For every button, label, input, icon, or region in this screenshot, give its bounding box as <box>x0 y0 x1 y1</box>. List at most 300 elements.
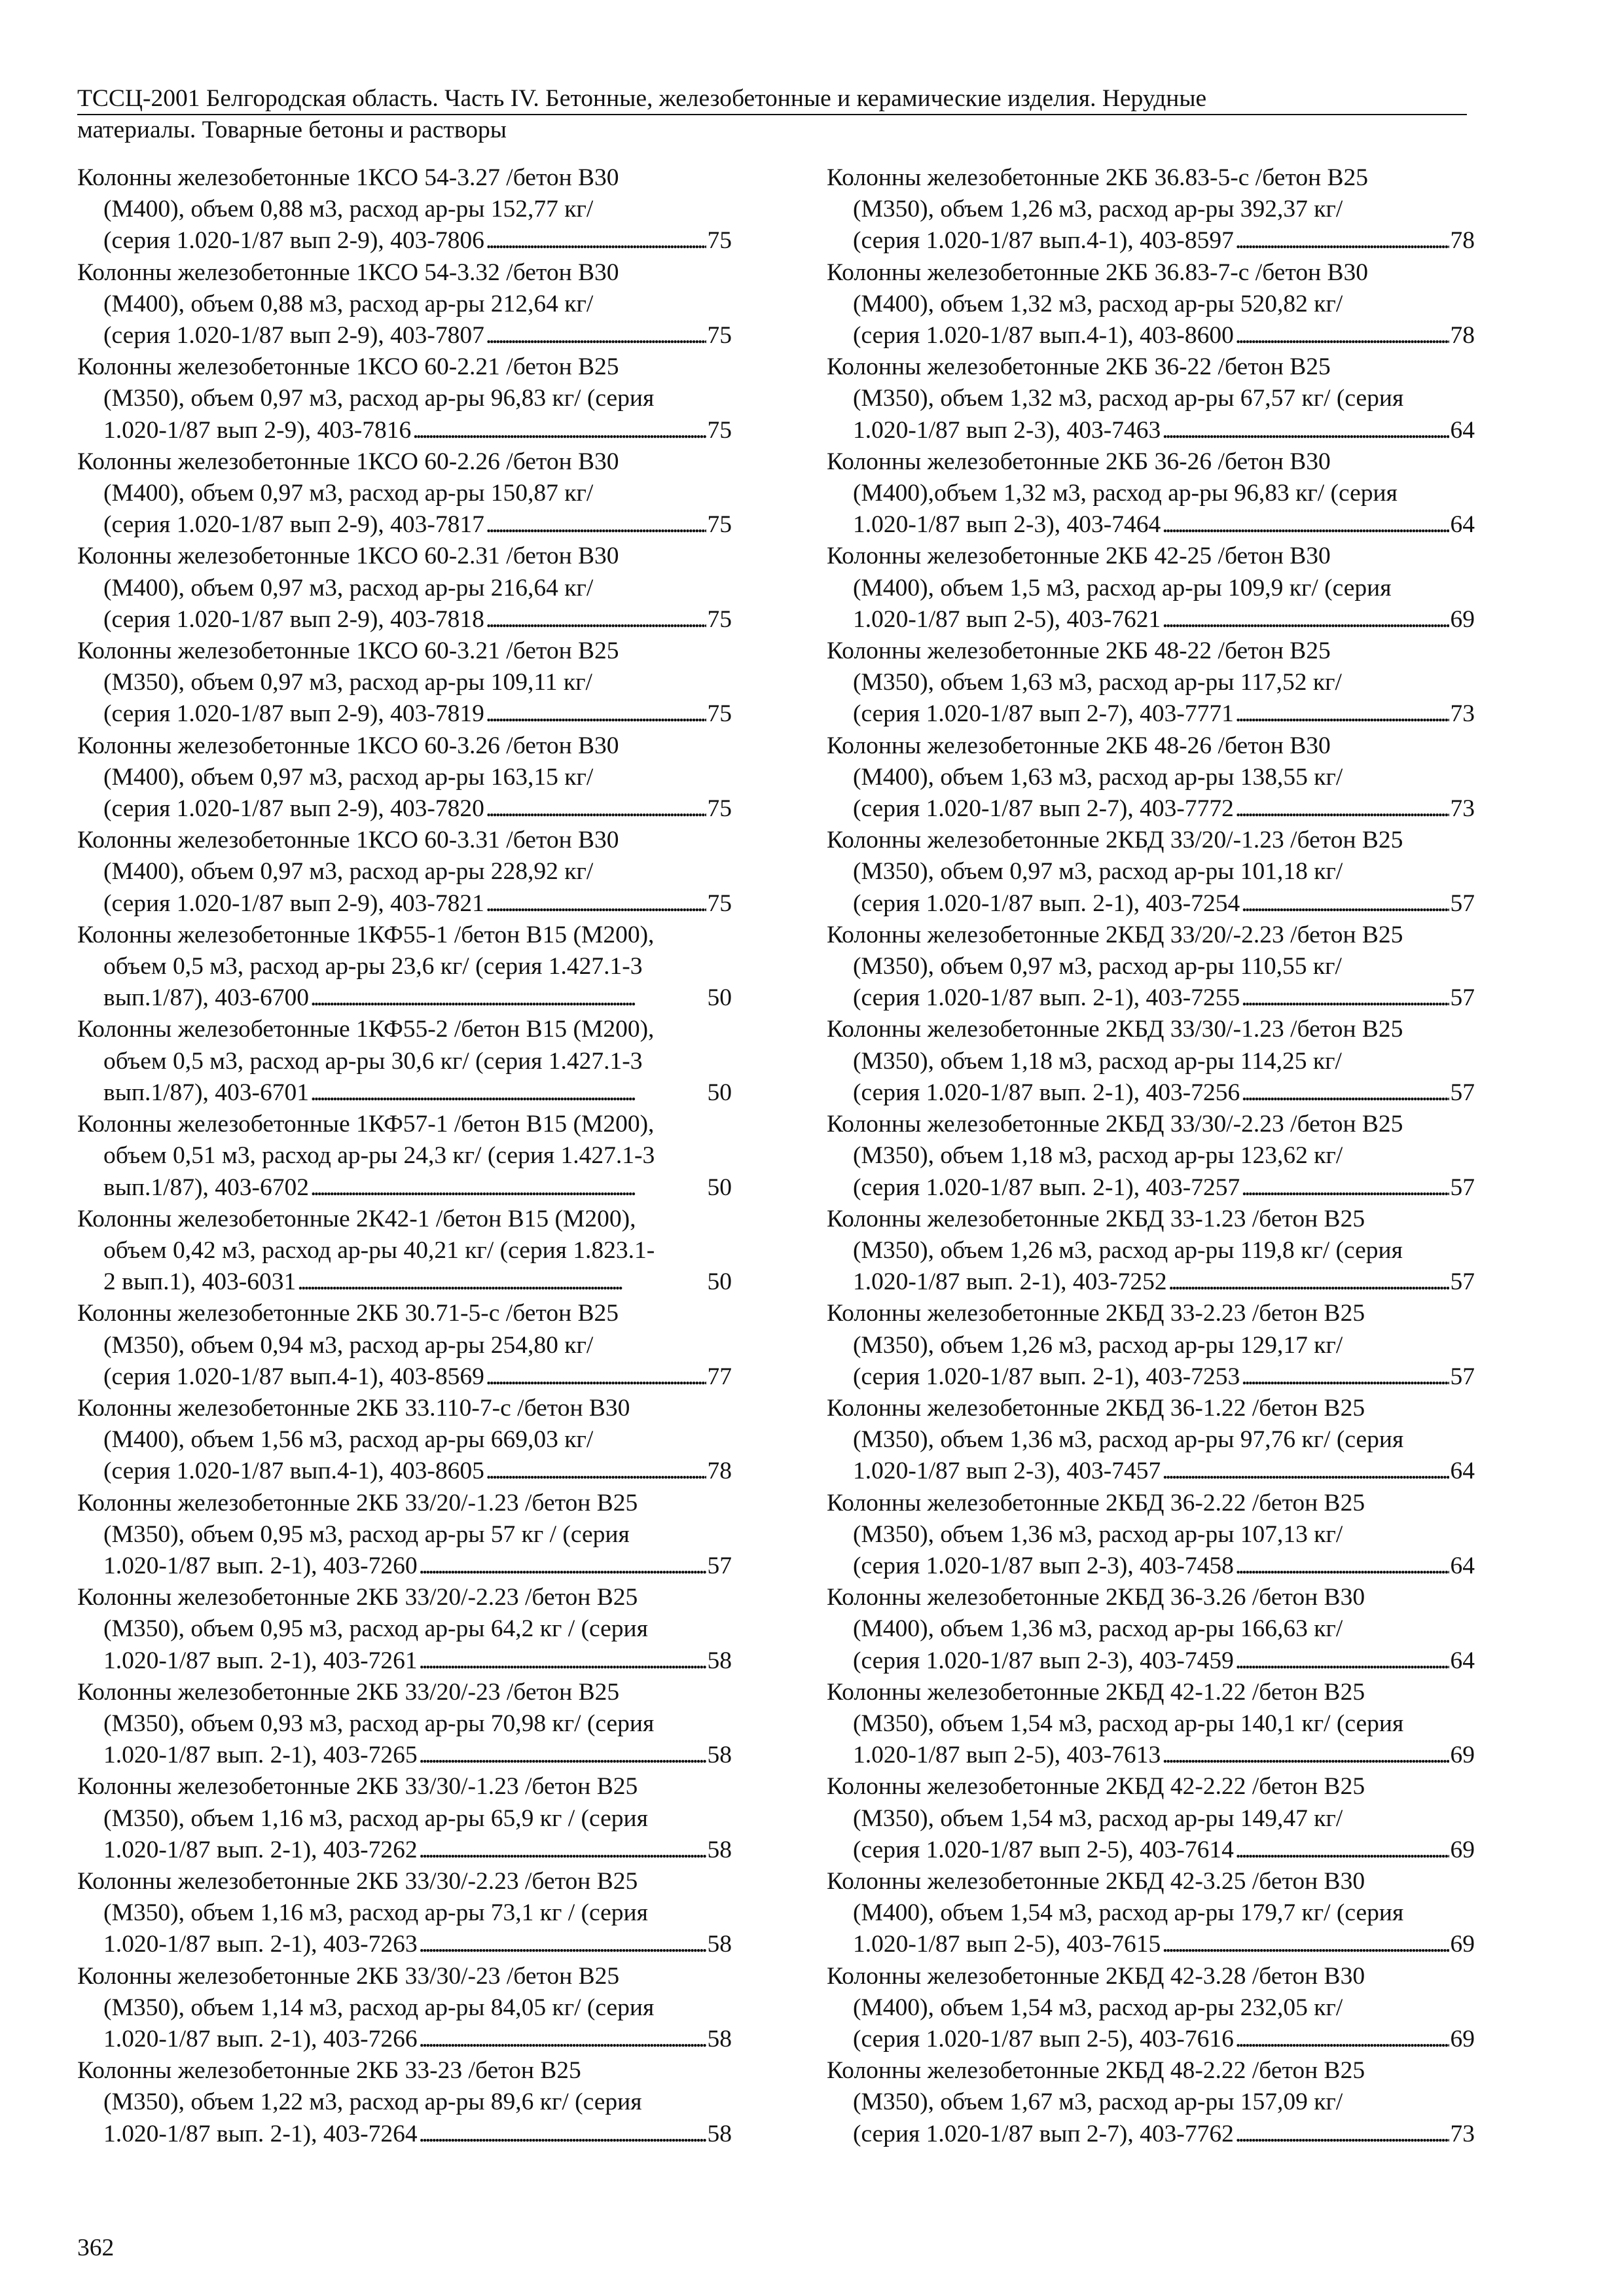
entry-detail-line: (М350), объем 1,26 м3, расход ар-ры 119,8 кг/ (серия <box>853 1236 1403 1264</box>
left-column <box>77 162 732 2150</box>
entry-title-line: Колонны железобетонные 2КБ 48-22 /бетон В25 <box>827 637 1331 665</box>
entry-page-number: 75 <box>707 700 732 728</box>
index-entry <box>827 1298 1475 1393</box>
dot-leader <box>310 1172 706 1204</box>
entry-reference-text: (серия 1.020-1/87 вып. 2-1), 403-7255 <box>853 984 1240 1012</box>
entry-page-number: 75 <box>707 889 732 917</box>
entry-reference-text: (серия 1.020-1/87 вып 2-3), 403-7459 <box>853 1647 1234 1674</box>
index-entry <box>77 541 732 636</box>
entry-page-number: 58 <box>707 1742 732 1769</box>
index-entry <box>827 351 1475 446</box>
dot-leader <box>1162 604 1449 636</box>
entry-title-line: Колонны железобетонные 2КБ 33/20/-23 /бетон В25 <box>77 1678 620 1706</box>
entry-reference-line <box>827 1172 1475 1204</box>
entry-detail-line: (М350), объем 1,22 м3, расход ар-ры 89,6 кг/ (серия <box>103 2089 642 2116</box>
entry-detail-line: (М350), объем 0,97 м3, расход ар-ры 110,55 кг/ <box>853 953 1342 980</box>
entry-detail-line: (М400), объем 1,5 м3, расход ар-ры 109,9 кг/ (серия <box>853 574 1392 601</box>
entry-page-number: 57 <box>1450 1174 1475 1201</box>
entry-title-line: Колонны железобетонные 2КБ 33/30/-2.23 /бетон В25 <box>77 1867 638 1895</box>
entry-reference-line <box>77 1266 732 1298</box>
index-entry <box>827 541 1475 636</box>
dot-leader <box>1162 1740 1449 1771</box>
entry-page-number: 57 <box>1450 1079 1475 1106</box>
entry-page-number: 58 <box>707 2025 732 2053</box>
entry-reference-line <box>827 1361 1475 1393</box>
entry-reference-text: (серия 1.020-1/87 вып 2-5), 403-7616 <box>853 2025 1234 2053</box>
entry-reference-line <box>77 1456 732 1487</box>
entry-reference-line <box>77 1645 732 1677</box>
entry-reference-text: (серия 1.020-1/87 вып 2-9), 403-7818 <box>103 605 484 633</box>
dot-leader <box>486 1361 706 1393</box>
entry-reference-text: (серия 1.020-1/87 вып. 2-1), 403-7253 <box>853 1363 1240 1390</box>
entry-reference-line <box>827 1077 1475 1109</box>
entry-page-number: 75 <box>707 227 732 255</box>
index-entry <box>827 1771 1475 1866</box>
entry-title-line: Колонны железобетонные 2К42-1 /бетон В15 (М200), <box>77 1205 636 1232</box>
index-entry <box>827 1961 1475 2056</box>
index-entry <box>827 1109 1475 1204</box>
index-entry <box>827 1866 1475 1961</box>
index-entry <box>827 1582 1475 1677</box>
entry-detail-line: (М350), объем 0,95 м3, расход ар-ры 64,2 кг / (серия <box>103 1615 648 1643</box>
entry-detail-line: (М400), объем 0,88 м3, расход ар-ры 212,64 кг/ <box>103 290 594 317</box>
index-entry <box>827 920 1475 1014</box>
entry-reference-line <box>827 1456 1475 1487</box>
entry-reference-line <box>827 1740 1475 1771</box>
index-entry <box>827 636 1475 730</box>
index-entry <box>77 351 732 446</box>
index-entry <box>827 1488 1475 1583</box>
entry-title-line: Колонны железобетонные 2КБД 36-1.22 /бетон В25 <box>827 1394 1365 1422</box>
index-entry <box>77 920 732 1014</box>
dot-leader <box>1241 888 1449 920</box>
entry-reference-text: (серия 1.020-1/87 вып 2-9), 403-7817 <box>103 511 484 539</box>
entry-detail-line: (М350), объем 1,54 м3, расход ар-ры 140,1 кг/ (серия <box>853 1710 1404 1737</box>
entry-page-number: 64 <box>1450 416 1475 444</box>
entry-reference-line <box>77 320 732 351</box>
entry-page-number: 58 <box>707 2120 732 2147</box>
entry-page-number: 58 <box>707 1647 732 1674</box>
entry-detail-line: (М350), объем 1,32 м3, расход ар-ры 67,57 кг/ (серия <box>853 385 1404 412</box>
entry-page-number: 78 <box>707 1458 732 1485</box>
entry-reference-line <box>827 225 1475 257</box>
entry-reference-text: (серия 1.020-1/87 вып. 2-1), 403-7254 <box>853 889 1240 917</box>
entry-title-line: Колонны железобетонные 2КБ 36.83-5-с /бетон В25 <box>827 164 1369 191</box>
header-title-line2: материалы. Товарные бетоны и растворы <box>77 117 507 143</box>
entry-page-number: 69 <box>1450 1836 1475 1863</box>
entry-reference-text: 1.020-1/87 вып 2-3), 403-7457 <box>853 1458 1161 1485</box>
entry-detail-line: (М350), объем 1,36 м3, расход ар-ры 97,76 кг/ (серия <box>853 1426 1404 1454</box>
entry-reference-line <box>827 1835 1475 1866</box>
dot-leader <box>297 1266 706 1298</box>
entry-page-number: 58 <box>707 1931 732 1958</box>
entry-detail-line: (М400), объем 0,88 м3, расход ар-ры 152,77 кг/ <box>103 196 594 223</box>
index-entry <box>77 1109 732 1204</box>
dot-leader <box>486 793 706 825</box>
dot-leader <box>419 1645 706 1677</box>
entry-title-line: Колонны железобетонные 2КБ 36-26 /бетон В30 <box>827 448 1331 475</box>
entry-page-number: 50 <box>707 1079 732 1106</box>
entry-reference-line <box>77 604 732 636</box>
entry-title-line: Колонны железобетонные 1КСО 60-3.21 /бетон В25 <box>77 637 619 665</box>
entry-reference-line <box>827 2119 1475 2150</box>
entry-reference-text: 1.020-1/87 вып. 2-1), 403-7262 <box>103 1836 418 1863</box>
index-entry <box>77 162 732 257</box>
entry-reference-line <box>827 320 1475 351</box>
dot-leader <box>1241 982 1449 1014</box>
entry-page-number: 64 <box>1450 1458 1475 1485</box>
page-number: 362 <box>77 2234 115 2261</box>
entry-reference-text: 1.020-1/87 вып. 2-1), 403-7265 <box>103 1742 418 1769</box>
entry-title-line: Колонны железобетонные 2КБ 33/30/-1.23 /бетон В25 <box>77 1773 638 1801</box>
entry-reference-text: (серия 1.020-1/87 вып 2-5), 403-7614 <box>853 1836 1234 1863</box>
entry-detail-line: (М400), объем 1,36 м3, расход ар-ры 166,63 кг/ <box>853 1615 1343 1643</box>
entry-reference-line <box>827 1929 1475 1960</box>
entry-reference-line <box>827 1645 1475 1677</box>
index-entry <box>827 446 1475 541</box>
entry-reference-line <box>77 1740 732 1771</box>
entry-title-line: Колонны железобетонные 2КБ 30.71-5-с /бетон В25 <box>77 1300 619 1327</box>
entry-page-number: 75 <box>707 416 732 444</box>
entry-title-line: Колонны железобетонные 1КФ55-2 /бетон В15 (М200), <box>77 1016 655 1043</box>
dot-leader <box>419 1740 706 1771</box>
index-entry <box>77 1298 732 1393</box>
entry-page-number: 78 <box>1450 227 1475 255</box>
dot-leader <box>486 225 706 257</box>
entry-reference-line <box>77 888 732 920</box>
dot-leader <box>310 982 706 1014</box>
entry-detail-line: объем 0,5 м3, расход ар-ры 23,6 кг/ (серия 1.427.1-3 <box>103 953 643 980</box>
entry-page-number: 69 <box>1450 2025 1475 2053</box>
entry-reference-line <box>827 888 1475 920</box>
entry-reference-text: (серия 1.020-1/87 вып 2-9), 403-7819 <box>103 700 484 728</box>
entry-reference-line <box>77 1835 732 1866</box>
index-entry <box>827 825 1475 920</box>
entry-detail-line: (М350), объем 1,36 м3, расход ар-ры 107,13 кг/ <box>853 1520 1343 1548</box>
entry-detail-line: (М400), объем 0,97 м3, расход ар-ры 216,64 кг/ <box>103 574 594 601</box>
dot-leader <box>310 1077 706 1109</box>
entry-detail-line: (М400), объем 1,63 м3, расход ар-ры 138,55 кг/ <box>853 763 1343 791</box>
entry-detail-line: (М400), объем 1,32 м3, расход ар-ры 520,82 кг/ <box>853 290 1343 317</box>
entry-reference-text: (серия 1.020-1/87 вып.4-1), 403-8597 <box>853 227 1234 255</box>
entry-page-number: 64 <box>1450 511 1475 539</box>
index-entry <box>77 636 732 730</box>
entry-title-line: Колонны железобетонные 2КБ 36.83-7-с /бетон В30 <box>827 259 1369 286</box>
entry-reference-line <box>827 604 1475 636</box>
entry-detail-line: (М350), объем 1,67 м3, расход ар-ры 157,09 кг/ <box>853 2089 1343 2116</box>
entry-title-line: Колонны железобетонные 2КБД 33/30/-2.23 /бетон В25 <box>827 1111 1403 1138</box>
entry-title-line: Колонны железобетонные 1КФ55-1 /бетон В15 (М200), <box>77 921 655 948</box>
index-entry <box>77 1677 732 1772</box>
entry-detail-line: (М350), объем 1,63 м3, расход ар-ры 117,52 кг/ <box>853 669 1342 696</box>
entry-reference-text: (серия 1.020-1/87 вып 2-9), 403-7806 <box>103 227 484 255</box>
entry-title-line: Колонны железобетонные 2КБ 48-26 /бетон В30 <box>827 732 1331 759</box>
entry-reference-text: 1.020-1/87 вып. 2-1), 403-7252 <box>853 1268 1167 1296</box>
entry-page-number: 64 <box>1450 1552 1475 1579</box>
entry-title-line: Колонны железобетонные 2КБД 33/20/-1.23 /бетон В25 <box>827 827 1403 854</box>
entry-page-number: 50 <box>707 1174 732 1201</box>
dot-leader <box>1168 1266 1449 1298</box>
entry-reference-line <box>827 1551 1475 1582</box>
entry-reference-text: 2 вып.1), 403-6031 <box>103 1268 297 1296</box>
entry-reference-line <box>77 1172 732 1204</box>
index-entry <box>827 257 1475 352</box>
entry-reference-text: вып.1/87), 403-6700 <box>103 984 309 1012</box>
entry-reference-text: (серия 1.020-1/87 вып. 2-1), 403-7256 <box>853 1079 1240 1106</box>
entry-reference-text: вып.1/87), 403-6701 <box>103 1079 309 1106</box>
entry-page-number: 58 <box>707 1836 732 1863</box>
entry-detail-line: объем 0,42 м3, расход ар-ры 40,21 кг/ (серия 1.823.1- <box>103 1236 655 1264</box>
index-entry <box>77 730 732 825</box>
entry-title-line: Колонны железобетонные 1КСО 60-3.26 /бетон В30 <box>77 732 619 759</box>
index-entry <box>77 1204 732 1299</box>
entry-reference-text: (серия 1.020-1/87 вып. 2-1), 403-7257 <box>853 1174 1240 1201</box>
dot-leader <box>1162 509 1449 541</box>
entry-title-line: Колонны железобетонные 2КБ 33/20/-2.23 /бетон В25 <box>77 1584 638 1611</box>
entry-detail-line: объем 0,51 м3, расход ар-ры 24,3 кг/ (серия 1.427.1-3 <box>103 1142 655 1170</box>
entry-reference-line <box>77 2024 732 2055</box>
index-entry <box>77 1771 732 1866</box>
entry-page-number: 69 <box>1450 605 1475 633</box>
entry-title-line: Колонны железобетонные 2КБ 33/30/-23 /бетон В25 <box>77 1962 620 1990</box>
entry-page-number: 69 <box>1450 1931 1475 1958</box>
entry-title-line: Колонны железобетонные 2КБ 33-23 /бетон В25 <box>77 2057 581 2085</box>
index-entry <box>827 1204 1475 1299</box>
entry-reference-line <box>77 982 732 1014</box>
entry-detail-line: объем 0,5 м3, расход ар-ры 30,6 кг/ (серия 1.427.1-3 <box>103 1047 643 1075</box>
entry-title-line: Колонны железобетонные 1КСО 60-2.26 /бетон В30 <box>77 448 619 475</box>
entry-detail-line: (М350), объем 1,18 м3, расход ар-ры 123,62 кг/ <box>853 1142 1343 1170</box>
entry-page-number: 75 <box>707 322 732 350</box>
dot-leader <box>419 1835 706 1866</box>
index-entry <box>827 730 1475 825</box>
entry-reference-text: 1.020-1/87 вып 2-3), 403-7464 <box>853 511 1161 539</box>
header-title-line1: ТССЦ-2001 Белгородская область. Часть IV. Бетонные, железобетонные и керамические изделия. Нерудные <box>77 84 1467 115</box>
dot-leader <box>1241 1172 1449 1204</box>
entry-page-number: 78 <box>1450 322 1475 350</box>
entry-page-number: 73 <box>1450 700 1475 728</box>
entry-reference-text: 1.020-1/87 вып. 2-1), 403-7264 <box>103 2120 418 2147</box>
entry-reference-line <box>77 1361 732 1393</box>
entry-page-number: 75 <box>707 605 732 633</box>
entry-reference-line <box>827 793 1475 825</box>
entry-title-line: Колонны железобетонные 2КБД 33/20/-2.23 /бетон В25 <box>827 921 1403 948</box>
entry-reference-line <box>77 1077 732 1109</box>
dot-leader <box>1235 1551 1449 1582</box>
entry-title-line: Колонны железобетонные 2КБД 33/30/-1.23 /бетон В25 <box>827 1016 1403 1043</box>
dot-leader <box>1235 1645 1449 1677</box>
dot-leader <box>1235 698 1449 730</box>
dot-leader <box>1162 1929 1449 1960</box>
entry-title-line: Колонны железобетонные 2КБ 33/20/-1.23 /бетон В25 <box>77 1489 638 1516</box>
entry-title-line: Колонны железобетонные 2КБ 42-25 /бетон В30 <box>827 543 1331 570</box>
entry-page-number: 73 <box>1450 795 1475 823</box>
index-entry <box>77 1961 732 2056</box>
entry-detail-line: (М350), объем 1,26 м3, расход ар-ры 129,17 кг/ <box>853 1331 1343 1359</box>
entry-reference-text: (серия 1.020-1/87 вып 2-3), 403-7458 <box>853 1552 1234 1579</box>
entry-reference-text: (серия 1.020-1/87 вып 2-7), 403-7772 <box>853 795 1234 823</box>
dot-leader <box>486 509 706 541</box>
entry-title-line: Колонны железобетонные 2КБД 36-3.26 /бетон В30 <box>827 1584 1365 1611</box>
index-entry <box>77 2055 732 2150</box>
dot-leader <box>486 604 706 636</box>
entry-detail-line: (М400), объем 0,97 м3, расход ар-ры 228,92 кг/ <box>103 858 594 886</box>
entry-detail-line: (М350), объем 0,97 м3, расход ар-ры 96,83 кг/ (серия <box>103 385 655 412</box>
dot-leader <box>1235 225 1449 257</box>
index-entry <box>77 1488 732 1583</box>
entry-title-line: Колонны железобетонные 1КСО 60-2.31 /бетон В30 <box>77 543 619 570</box>
entry-detail-line: (М400),объем 1,32 м3, расход ар-ры 96,83 кг/ (серия <box>853 480 1398 507</box>
dot-leader <box>1235 793 1449 825</box>
index-entry <box>77 1393 732 1488</box>
entry-reference-line <box>77 2119 732 2150</box>
entry-page-number: 77 <box>707 1363 732 1390</box>
entry-reference-line <box>77 415 732 446</box>
entry-reference-line <box>77 1551 732 1582</box>
entry-reference-text: (серия 1.020-1/87 вып 2-9), 403-7821 <box>103 889 484 917</box>
entry-title-line: Колонны железобетонные 2КБД 42-1.22 /бетон В25 <box>827 1678 1365 1706</box>
entry-page-number: 57 <box>1450 1268 1475 1296</box>
dot-leader <box>419 1551 706 1582</box>
index-entry <box>827 2055 1475 2150</box>
entry-reference-text: (серия 1.020-1/87 вып.4-1), 403-8605 <box>103 1458 484 1485</box>
entry-page-number: 57 <box>1450 1363 1475 1390</box>
entry-title-line: Колонны железобетонные 2КБД 33-2.23 /бетон В25 <box>827 1300 1365 1327</box>
entry-reference-text: 1.020-1/87 вып. 2-1), 403-7260 <box>103 1552 418 1579</box>
entry-detail-line: (М400), объем 1,54 м3, расход ар-ры 179,7 кг/ (серия <box>853 1899 1404 1927</box>
entry-reference-text: 1.020-1/87 вып 2-5), 403-7621 <box>853 605 1161 633</box>
page-header <box>77 84 1467 145</box>
entry-detail-line: (М400), объем 1,56 м3, расход ар-ры 669,03 кг/ <box>103 1426 594 1454</box>
entry-reference-text: (серия 1.020-1/87 вып 2-7), 403-7771 <box>853 700 1234 728</box>
entry-reference-text: 1.020-1/87 вып. 2-1), 403-7261 <box>103 1647 418 1674</box>
dot-leader <box>486 698 706 730</box>
dot-leader <box>1162 415 1449 446</box>
entry-reference-line <box>827 698 1475 730</box>
entry-title-line: Колонны железобетонные 2КБД 48-2.22 /бетон В25 <box>827 2057 1365 2085</box>
entry-page-number: 57 <box>1450 889 1475 917</box>
entry-title-line: Колонны железобетонные 2КБД 42-3.25 /бетон В30 <box>827 1867 1365 1895</box>
entry-detail-line: (М400), объем 0,97 м3, расход ар-ры 150,87 кг/ <box>103 480 594 507</box>
entry-reference-line <box>827 1266 1475 1298</box>
entry-page-number: 57 <box>1450 984 1475 1012</box>
entry-reference-text: (серия 1.020-1/87 вып.4-1), 403-8600 <box>853 322 1234 350</box>
dot-leader <box>1162 1456 1449 1487</box>
dot-leader <box>419 2119 706 2150</box>
entry-reference-line <box>827 509 1475 541</box>
index-entry <box>827 162 1475 257</box>
entry-page-number: 57 <box>707 1552 732 1579</box>
entry-reference-line <box>827 2024 1475 2055</box>
entry-detail-line: (М350), объем 1,18 м3, расход ар-ры 114,25 кг/ <box>853 1047 1342 1075</box>
dot-leader <box>1235 1835 1449 1866</box>
entry-reference-text: 1.020-1/87 вып 2-5), 403-7613 <box>853 1742 1161 1769</box>
entry-detail-line: (М350), объем 1,16 м3, расход ар-ры 73,1 кг / (серия <box>103 1899 648 1927</box>
entry-detail-line: (М350), объем 0,97 м3, расход ар-ры 109,11 кг/ <box>103 669 592 696</box>
index-entry <box>827 1393 1475 1488</box>
entry-reference-line <box>827 415 1475 446</box>
entry-title-line: Колонны железобетонные 1КСО 60-2.21 /бетон В25 <box>77 353 619 381</box>
dot-leader <box>486 1456 706 1487</box>
entry-page-number: 64 <box>1450 1647 1475 1674</box>
dot-leader <box>486 320 706 351</box>
index-entry <box>77 446 732 541</box>
entry-detail-line: (М400), объем 1,54 м3, расход ар-ры 232,05 кг/ <box>853 1994 1343 2021</box>
dot-leader <box>1235 2024 1449 2055</box>
entry-reference-text: (серия 1.020-1/87 вып 2-9), 403-7807 <box>103 322 484 350</box>
entry-detail-line: (М350), объем 0,97 м3, расход ар-ры 101,18 кг/ <box>853 858 1343 886</box>
index-entry <box>77 1866 732 1961</box>
dot-leader <box>419 2024 706 2055</box>
entry-page-number: 50 <box>707 984 732 1012</box>
entry-title-line: Колонны железобетонные 2КБД 36-2.22 /бетон В25 <box>827 1489 1365 1516</box>
entry-detail-line: (М350), объем 1,26 м3, расход ар-ры 392,37 кг/ <box>853 196 1343 223</box>
index-entry <box>77 1014 732 1109</box>
entry-detail-line: (М350), объем 1,54 м3, расход ар-ры 149,47 кг/ <box>853 1804 1343 1832</box>
entry-detail-line: (М350), объем 0,95 м3, расход ар-ры 57 кг / (серия <box>103 1520 630 1548</box>
index-entry <box>77 1582 732 1677</box>
entry-reference-line <box>77 793 732 825</box>
index-entry <box>827 1677 1475 1772</box>
index-entry <box>77 825 732 920</box>
dot-leader <box>1241 1361 1449 1393</box>
entry-page-number: 75 <box>707 511 732 539</box>
entry-reference-line <box>77 1929 732 1960</box>
entry-reference-line <box>77 509 732 541</box>
entry-reference-text: вып.1/87), 403-6702 <box>103 1174 309 1201</box>
entry-detail-line: (М350), объем 0,93 м3, расход ар-ры 70,98 кг/ (серия <box>103 1710 655 1737</box>
index-entry <box>827 1014 1475 1109</box>
dot-leader <box>1241 1077 1449 1109</box>
entry-title-line: Колонны железобетонные 2КБД 42-3.28 /бетон В30 <box>827 1962 1365 1990</box>
entry-title-line: Колонны железобетонные 2КБД 42-2.22 /бетон В25 <box>827 1773 1365 1801</box>
dot-leader <box>1235 320 1449 351</box>
entry-detail-line: (М350), объем 0,94 м3, расход ар-ры 254,80 кг/ <box>103 1331 594 1359</box>
entry-reference-line <box>77 225 732 257</box>
entry-title-line: Колонны железобетонные 1КСО 60-3.31 /бетон В30 <box>77 827 619 854</box>
entry-reference-text: (серия 1.020-1/87 вып.4-1), 403-8569 <box>103 1363 484 1390</box>
entry-reference-text: 1.020-1/87 вып 2-9), 403-7816 <box>103 416 412 444</box>
entry-title-line: Колонны железобетонные 1КСО 54-3.32 /бетон В30 <box>77 259 619 286</box>
entry-page-number: 73 <box>1450 2120 1475 2147</box>
entry-reference-text: 1.020-1/87 вып. 2-1), 403-7266 <box>103 2025 418 2053</box>
entry-title-line: Колонны железобетонные 1КФ57-1 /бетон В15 (М200), <box>77 1111 655 1138</box>
entry-reference-text: (серия 1.020-1/87 вып 2-7), 403-7762 <box>853 2120 1234 2147</box>
entry-reference-text: (серия 1.020-1/87 вып 2-9), 403-7820 <box>103 795 484 823</box>
entry-detail-line: (М350), объем 1,16 м3, расход ар-ры 65,9 кг / (серия <box>103 1804 648 1832</box>
entry-page-number: 75 <box>707 795 732 823</box>
entry-title-line: Колонны железобетонные 2КБ 33.110-7-с /бетон В30 <box>77 1394 630 1422</box>
index-entry <box>77 257 732 352</box>
entry-reference-text: 1.020-1/87 вып 2-5), 403-7615 <box>853 1931 1161 1958</box>
entry-reference-line <box>827 982 1475 1014</box>
entry-page-number: 69 <box>1450 1742 1475 1769</box>
entry-detail-line: (М400), объем 0,97 м3, расход ар-ры 163,15 кг/ <box>103 763 594 791</box>
entry-page-number: 50 <box>707 1268 732 1296</box>
dot-leader <box>1235 2119 1449 2150</box>
right-column <box>827 162 1475 2150</box>
entry-title-line: Колонны железобетонные 2КБ 36-22 /бетон В25 <box>827 353 1331 381</box>
entry-detail-line: (М350), объем 1,14 м3, расход ар-ры 84,05 кг/ (серия <box>103 1994 655 2021</box>
entry-reference-text: 1.020-1/87 вып. 2-1), 403-7263 <box>103 1931 418 1958</box>
dot-leader <box>419 1929 706 1960</box>
dot-leader <box>486 888 706 920</box>
entry-reference-line <box>77 698 732 730</box>
entry-title-line: Колонны железобетонные 2КБД 33-1.23 /бетон В25 <box>827 1205 1365 1232</box>
entry-title-line: Колонны железобетонные 1КСО 54-3.27 /бетон В30 <box>77 164 619 191</box>
dot-leader <box>412 415 706 446</box>
entry-reference-text: 1.020-1/87 вып 2-3), 403-7463 <box>853 416 1161 444</box>
